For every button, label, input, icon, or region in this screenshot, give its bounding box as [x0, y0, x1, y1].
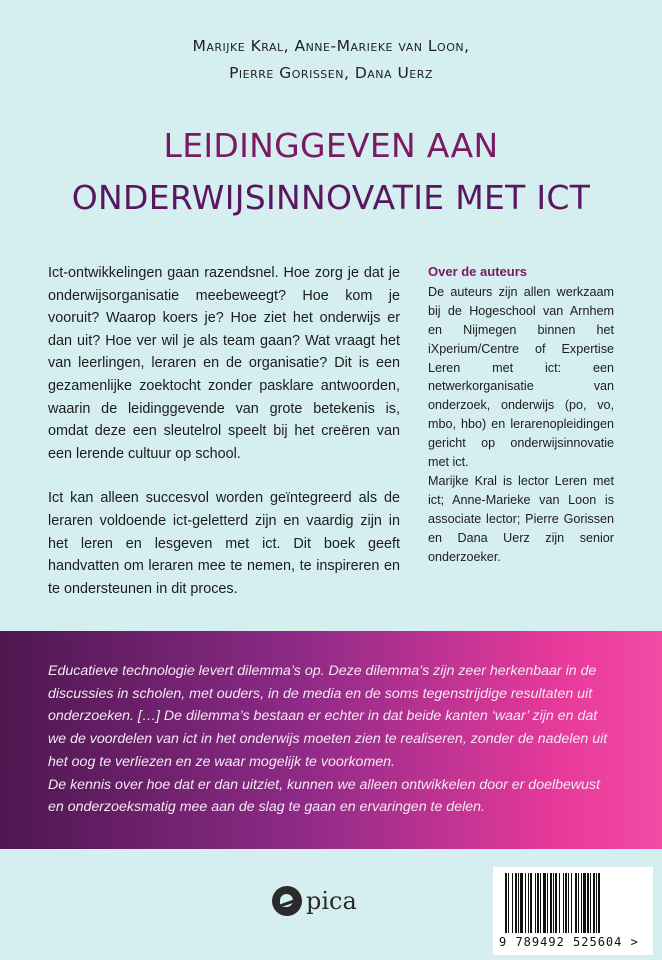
barcode-bar — [598, 873, 600, 933]
barcode-bar — [550, 873, 552, 933]
about-authors-heading: Over de auteurs — [428, 264, 527, 279]
blurb-column — [48, 262, 400, 622]
barcode-bar — [565, 873, 567, 933]
barcode-bar — [530, 873, 532, 933]
about-paragraph-2: Marijke Kral is lector Leren met ict; Anne-Marieke van Loon is associate lector; Pierre Gorissen en Dana Uerz zijn senior onderzoeker. — [428, 473, 614, 564]
blurb-paragraph-2: Ict kan alleen succesvol worden geïntegreerd als de leraren voldoende ict-geletterd zijn en vaardig zijn in het leren en lesgeven met ict. Dit boek geeft handvatten om leraren mee te nemen, te inspireren en te ondersteunen in dit proces. — [48, 490, 400, 597]
barcode-bars — [503, 873, 643, 933]
barcode-bar — [520, 873, 523, 933]
barcode-bar — [559, 873, 560, 933]
barcode-bar — [571, 873, 572, 933]
barcode-bar — [578, 873, 579, 933]
blurb-paragraph-1: Ict-ontwikkelingen gaan razendsnel. Hoe zorg je dat je onderwijsorganisatie meebeweegt? Hoe kom je vooruit? Waarop koers je? Hoe ziet het onderwijs er dan uit? Hoe ver wil je als team gaan? Wat vraagt het van leerlingen, leraren en de organisatie? Dit is een gezamenlijke zoektocht zonder pasklare antwoorden, waarin de leidinggevende van grote betekenis is, omdat deze een sleutelrol speelt bij het creëren van een lerende cultuur op school. — [48, 265, 400, 462]
about-authors-column — [428, 263, 614, 567]
about-paragraph-1: De auteurs zijn allen werkzaam bij de Hogeschool van Arnhem en Nijmegen binnen het iXperium/Centre of Expertise Leren met ict: een netwerkorganisatie van onderzoek, onderwijs (po, vo, mbo, hbo) en lerarenopleidingen gericht op onderwijsinnovatie met ict. — [428, 284, 614, 470]
barcode-bar — [540, 873, 541, 933]
quote-paragraph-2: De kennis over hoe dat er dan uitziet, kunnen we alleen ontwikkelen door er doelbewust en onderzoeksmatig mee aan de slag te gaan en ervaringen te delen. — [48, 776, 601, 816]
barcode-bar — [583, 873, 586, 933]
barcode-bar — [518, 873, 519, 933]
author-list — [0, 33, 662, 87]
title-line-2: ONDERWIJSINNOVATIE MET ICT — [71, 178, 591, 217]
pica-logo-icon — [272, 886, 302, 916]
barcode-bar — [563, 873, 564, 933]
title-line-1: LEIDINGGEVEN AAN — [163, 126, 499, 165]
publisher-logo — [272, 884, 357, 918]
barcode-bar — [568, 873, 569, 933]
barcode-bar — [512, 873, 513, 933]
barcode-bar — [505, 873, 507, 933]
barcode-bar — [596, 873, 597, 933]
barcode-bar — [508, 873, 509, 933]
authors-line-2: Pierre Gorissen, Dana Uerz — [229, 64, 433, 82]
barcode-bar — [593, 873, 595, 933]
publisher-name: pica — [306, 887, 357, 915]
barcode-bar — [555, 873, 557, 933]
barcode-bar — [515, 873, 517, 933]
barcode-bar — [547, 873, 548, 933]
barcode-number: 9 789492 525604 > — [499, 935, 639, 949]
barcode-bar — [553, 873, 554, 933]
barcode-bar — [581, 873, 582, 933]
quote-paragraph-1: Educatieve technologie levert dilemma’s op. Deze dilemma’s zijn zeer herkenbaar in de discussies in scholen, met ouders, in de media en de soms tegenstrijdige resultaten uit onderzoeken. […] De dilemma’s bestaan er echter in dat beide kanten ‘waar’ zijn en dat we de voordelen van ict in het onderwijs moeten zien te realiseren, zonder de nadelen uit het oog te verliezen en ze waar mogelijk te voorkomen. — [48, 663, 608, 770]
barcode-bar — [590, 873, 591, 933]
authors-line-1: Marijke Kral, Anne-Marieke van Loon, — [192, 37, 470, 55]
barcode — [493, 867, 653, 955]
barcode-bar — [537, 873, 539, 933]
barcode-bar — [528, 873, 529, 933]
barcode-bar — [543, 873, 546, 933]
barcode-bar — [587, 873, 589, 933]
quote-block — [48, 660, 618, 819]
barcode-bar — [575, 873, 577, 933]
book-title — [0, 120, 662, 224]
barcode-bar — [525, 873, 526, 933]
barcode-bar — [535, 873, 536, 933]
